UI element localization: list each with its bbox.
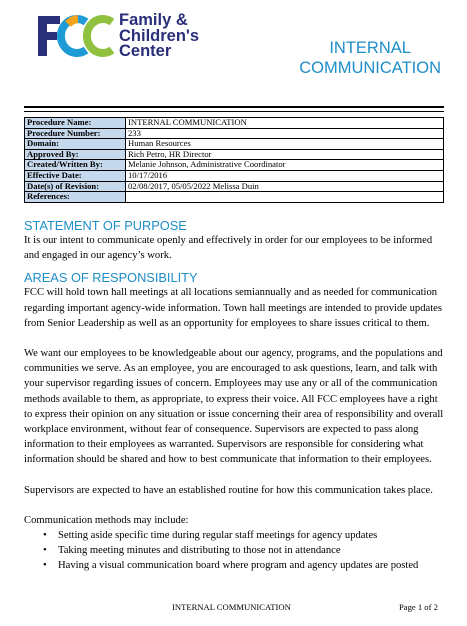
purpose-heading: STATEMENT OF PURPOSE — [24, 218, 187, 233]
responsibility-paragraph-1: FCC will hold town hall meetings at all locations semiannually and as needed for communication regarding important agency-wide information. Town hall meetings are intended to provide updates from Senior Leadership as well as an opportunity for employees to share issues critical to them. — [24, 287, 442, 329]
row-value: 10/17/2016 — [126, 170, 444, 181]
table-row — [25, 181, 444, 192]
table-row — [25, 192, 444, 203]
footer-title: INTERNAL COMMUNICATION — [172, 602, 291, 612]
row-value: 02/08/2017, 05/05/2022 Melissa Duin — [126, 181, 444, 192]
page-number: Page 1 of 2 — [399, 602, 438, 612]
row-value: Human Resources — [126, 139, 444, 150]
list-item: • Having a visual communication board where program and agency updates are posted — [43, 558, 444, 573]
logo-line-2: Children's — [119, 26, 200, 45]
methods-intro: Communication methods may include: — [24, 514, 189, 526]
document-title — [299, 38, 441, 78]
responsibility-heading: AREAS OF RESPONSIBILITY — [24, 270, 198, 286]
logo-line-1: Family & — [119, 11, 188, 29]
list-item: • Taking meeting minutes and distributing to those not in attendance — [43, 543, 444, 558]
fcc-logo-mark — [34, 12, 116, 64]
title-line-2: COMMUNICATION — [299, 59, 441, 77]
row-value: Melanie Johnson, Administrative Coordinator — [126, 160, 444, 171]
methods-list — [24, 528, 444, 574]
row-value: Rich Petro, HR Director — [126, 149, 444, 160]
table-row — [25, 149, 444, 160]
responsibility-paragraph-3: Supervisors are expected to have an established routine for how this communication takes place. — [24, 484, 433, 496]
fcc-logo — [34, 10, 234, 66]
header-rule-thick — [24, 106, 444, 108]
row-value — [126, 192, 444, 203]
table-row — [25, 118, 444, 129]
row-label: Created/Written By: — [25, 160, 126, 171]
row-label: References: — [25, 192, 126, 203]
row-label: Procedure Name: — [25, 118, 126, 129]
row-label: Effective Date: — [25, 170, 126, 181]
table-row — [25, 128, 444, 139]
row-value: INTERNAL COMMUNICATION — [126, 118, 444, 129]
row-value: 233 — [126, 128, 444, 139]
header-rule-thin — [24, 111, 444, 112]
purpose-text: It is our intent to communicate openly and effectively in order for our employees to be informed and engaged in our agency’s work. — [24, 235, 433, 262]
list-item: • Setting aside specific time during regular staff meetings for agency updates — [43, 528, 444, 543]
logo-wordmark — [119, 13, 199, 60]
document-body — [24, 218, 444, 574]
title-line-1: INTERNAL — [329, 39, 411, 57]
row-label: Approved By: — [25, 149, 126, 160]
procedure-info-table — [24, 117, 444, 203]
row-label: Domain: — [25, 139, 126, 150]
table-row — [25, 170, 444, 181]
row-label: Procedure Number: — [25, 128, 126, 139]
row-label: Date(s) of Revision: — [25, 181, 126, 192]
responsibility-paragraph-2: We want our employees to be knowledgeable about our agency, programs, and the populations and communities we serve. As an employee, you are encouraged to ask questions, learn, and talk with your supervisor regarding issues of concern. Employees may use any or all of the communication methods available to them, as appropriate, to express their voice. All FCC employees have a right to express their opinion on any situation or issue concerning their area of responsibility and overall workplace environment, without fear of consequence. Supervisors are expected to pass along information to their employees as warranted. Supervisors are responsible for considering what information should be shared and how to best communicate that information to their employees. — [24, 348, 444, 466]
logo-line-3: Center — [119, 42, 172, 60]
table-row — [25, 160, 444, 171]
table-row — [25, 139, 444, 150]
